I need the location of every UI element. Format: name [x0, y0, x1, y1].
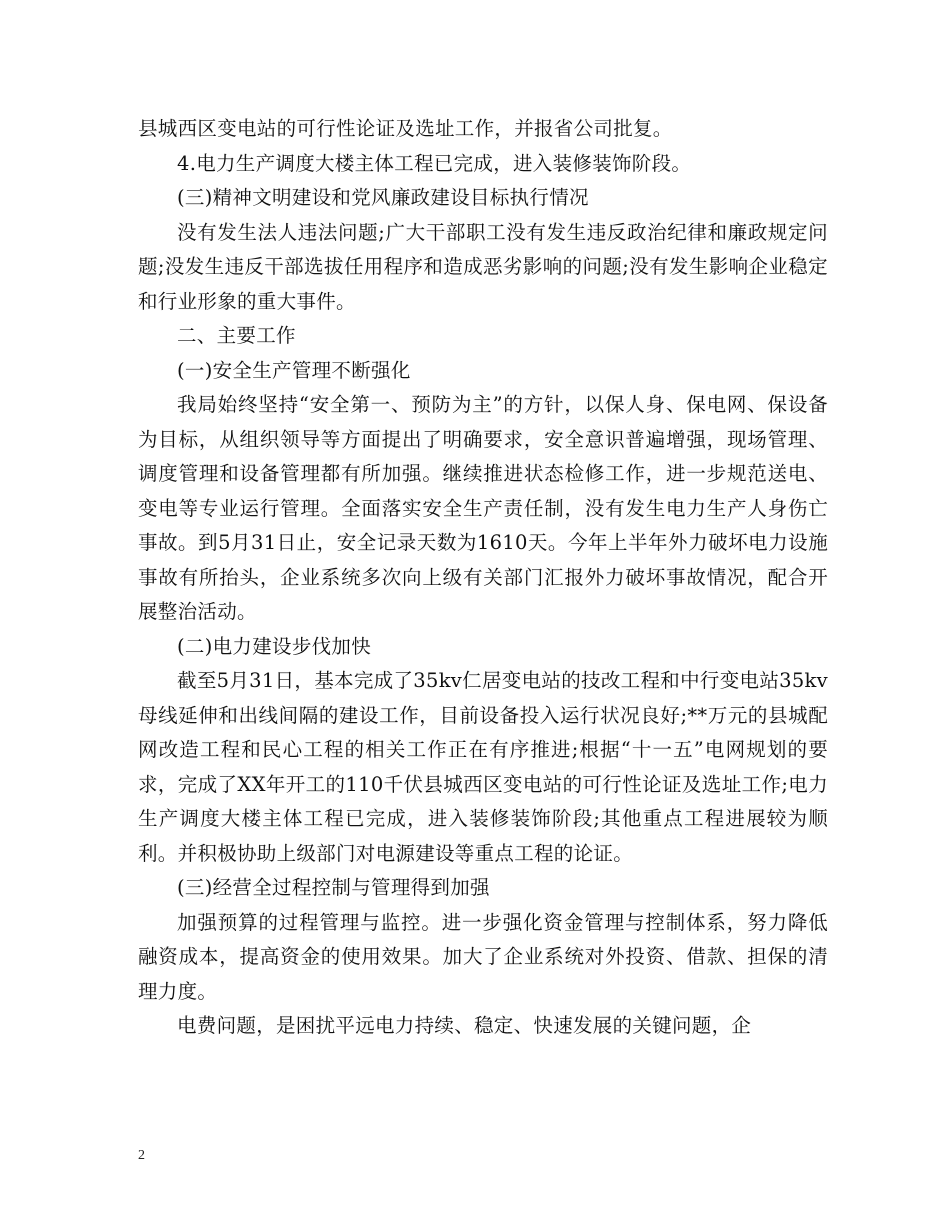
paragraph-11: 加强预算的过程管理与监控。进一步强化资金管理与控制体系，努力降低融资成本，提高资金的使用效果。加大了企业系统对外投资、借款、担保的清理力度。: [138, 910, 828, 1003]
document-page: [138, 112, 828, 1044]
section-heading-power-construction: (二)电力建设步伐加快: [177, 634, 372, 658]
paragraph-4: 没有发生法人违法问题;广大干部职工没有发生违反政治纪律和廉政规定问题;没发生违反干部选拔任用程序和造成恶劣影响的问题;没有发生影响企业稳定和行业形象的重大事件。: [138, 220, 828, 313]
section-heading-operation-control: (三)经营全过程控制与管理得到加强: [177, 876, 490, 899]
section-heading-spiritual-civilization: (三)精神文明建设和党风廉政建设目标执行情况: [177, 186, 589, 209]
page-number: 2: [138, 1148, 145, 1163]
section-heading-safety-management: (一)安全生产管理不断强化: [177, 358, 411, 382]
paragraph-2: 4.电力生产调度大楼主体工程已完成，进入装修装饰阶段。: [177, 151, 692, 175]
paragraph-7: 我局始终坚持“安全第一、预防为主”的方针，以保人身、保电网、保设备为目标，从组织领导等方面提出了明确要求，安全意识普遍增强，现场管理、调度管理和设备管理都有所加强。继续推进状态检修工作，进一步规范送电、变电等专业运行管理。全面落实安全生产责任制，没有发生电力生产人身伤亡事故。到5月31日止，安全记录天数为1610天。今年上半年外力破坏电力设施事故有所抬头，企业系统多次向上级有关部门汇报外力破坏事故情况，配合开展整治活动。: [138, 393, 828, 623]
section-heading-main-work: 二、主要工作: [177, 324, 296, 347]
paragraph-12: 电费问题，是困扰平远电力持续、稳定、快速发展的关键问题，企: [177, 1014, 752, 1037]
paragraph-9: 截至5月31日，基本完成了35kv仁居变电站的技改工程和中行变电站35kv母线延伸和出线间隔的建设工作，目前设备投入运行状况良好;**万元的县城配网改造工程和民心工程的相关工作正在有序推进;根据“十一五”电网规划的要求，完成了XX年开工的110千伏县城西区变电站的可行性论证及选址工作;电力生产调度大楼主体工程已完成，进入装修装饰阶段;其他重点工程进展较为顺利。并积极协助上级部门对电源建设等重点工程的论证。: [138, 669, 828, 865]
paragraph-1: 县城西区变电站的可行性论证及选址工作，并报省公司批复。: [138, 117, 673, 140]
